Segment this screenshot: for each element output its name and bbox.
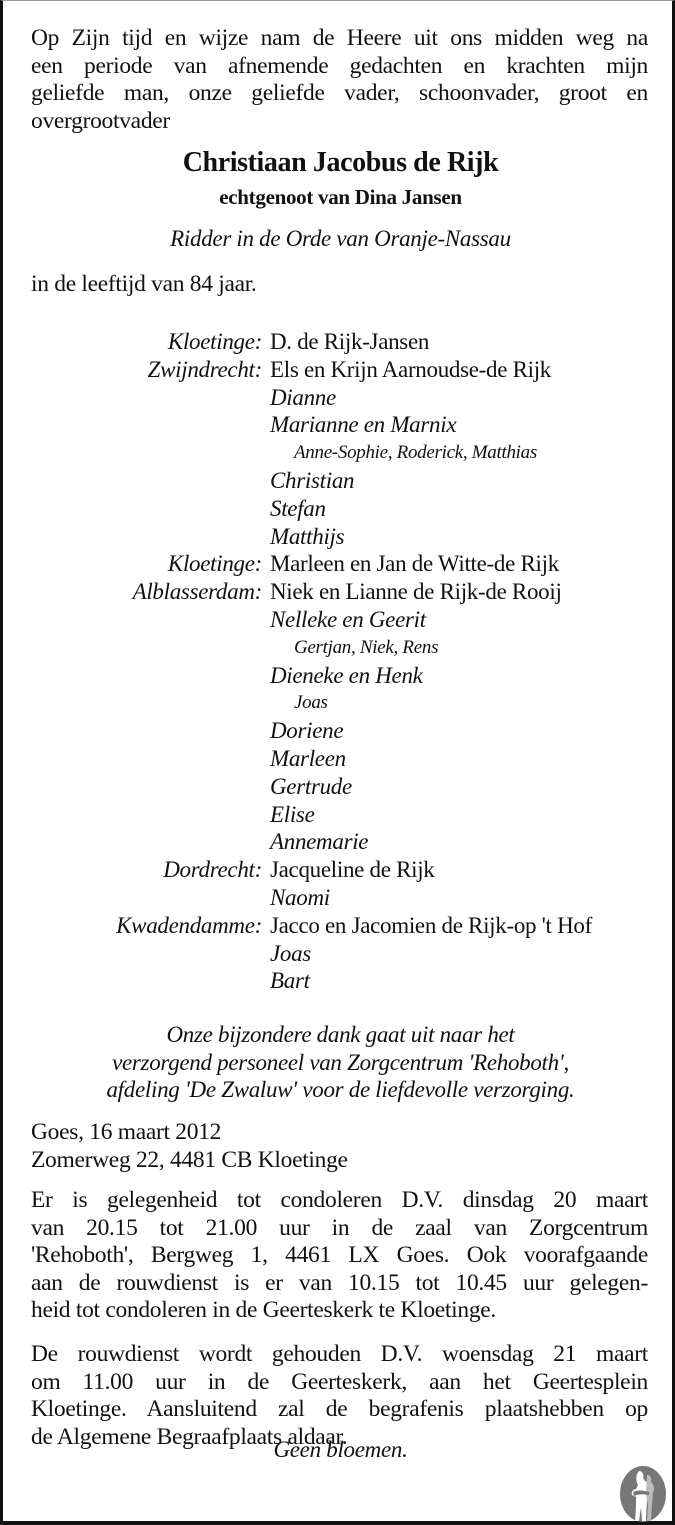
service-line: Kloetinge. Aansluitend zal de begrafenis plaatshebben op: [31, 1396, 648, 1422]
intro-line: geliefde man, onze geliefde vader, schoonvader, groot en: [31, 80, 648, 106]
family-row: [3, 328, 675, 356]
age-line: in de leeftijd van 84 jaar.: [31, 271, 257, 297]
family-row: [3, 745, 675, 773]
thanks-line: afdeling 'De Zwaluw' voor de liefdevolle verzorging.: [106, 1077, 575, 1102]
family-row: [3, 439, 675, 467]
family-name: Marleen en Jan de Witte-de Rijk: [270, 551, 559, 577]
family-name: Stefan: [270, 495, 326, 521]
family-name: Jacco en Jacomien de Rijk-op 't Hof: [270, 912, 592, 938]
street-address: Zomerweg 22, 4481 CB Kloetinge: [31, 1146, 348, 1173]
family-name: Nelleke en Geerit: [270, 606, 426, 632]
family-row: [3, 801, 675, 829]
intro-paragraph: [31, 25, 648, 135]
family-row: [3, 384, 675, 412]
family-place: Kloetinge:: [167, 551, 262, 577]
family-name: Els en Krijn Aarnoudse-de Rijk: [270, 356, 552, 382]
family-row: [3, 495, 675, 523]
family-row: [3, 828, 675, 856]
condolence-line: aan de rouwdienst is er van 10.15 tot 10.45 uur gelegen-: [31, 1269, 648, 1296]
family-row: [3, 523, 675, 551]
service-line: de Algemene Begraafplaats aldaar.: [31, 1423, 348, 1450]
family-name: Doriene: [270, 718, 344, 744]
family-row: [3, 717, 675, 745]
family-name: Marleen: [270, 745, 346, 771]
family-row: [3, 884, 675, 912]
family-name: Dianne: [270, 384, 336, 410]
family-row: [3, 550, 675, 578]
condolence-line: 'Rehoboth', Bergweg 1, 4461 LX Goes. Ook voorafgaande: [31, 1242, 648, 1268]
family-row: [3, 856, 675, 884]
family-row: [3, 773, 675, 801]
service-line: De rouwdienst wordt gehouden D.V. woensdag 21 maart: [31, 1341, 648, 1367]
condolence-paragraph: [31, 1187, 648, 1325]
thanks-line: Onze bijzondere dank gaat uit naar het: [166, 1022, 515, 1047]
condolence-line: heid tot condoleren in de Geerteskerk te Kloetinge.: [31, 1297, 496, 1323]
grandchildren-names: Gertjan, Niek, Rens: [294, 636, 439, 658]
family-name: Elise: [270, 801, 315, 827]
honor-title: Ridder in de Orde van Oranje-Nassau: [170, 226, 511, 251]
condolence-line: van 20.15 tot 21.00 uur in de zaal van Zorgcentrum: [31, 1214, 648, 1241]
family-name: D. de Rijk-Jansen: [270, 329, 430, 354]
no-flowers-note: Geen bloemen.: [273, 1437, 408, 1462]
family-name: Bart: [270, 968, 310, 994]
family-row: [3, 940, 675, 968]
intro-line: een periode van afnemende gedachten en krachten mijn: [31, 52, 648, 79]
grandchildren-names: Anne-Sophie, Roderick, Matthias: [294, 442, 537, 464]
family-row: [3, 662, 675, 690]
family-name: Annemarie: [270, 829, 369, 855]
family-name: Joas: [270, 940, 311, 966]
family-row: [3, 578, 675, 606]
family-place: Zwijndrecht:: [147, 356, 262, 382]
place-date: Goes, 16 maart 2012: [31, 1119, 222, 1145]
thanks-paragraph: [3, 1021, 675, 1104]
deceased-name: Christiaan Jacobus de Rijk: [182, 147, 499, 178]
family-row: [3, 912, 675, 940]
family-name: Gertrude: [270, 773, 352, 799]
family-place: Dordrecht:: [163, 857, 262, 883]
service-line: om 11.00 uur in de Geerteskerk, aan het Geertesplein: [31, 1368, 648, 1395]
spouse-line: echtgenoot van Dina Jansen: [219, 185, 462, 209]
grandchildren-names: Joas: [294, 692, 328, 714]
family-row: [3, 606, 675, 634]
family-row: [3, 689, 675, 717]
family-name: Christian: [270, 467, 355, 493]
family-name: Marianne en Marnix: [270, 412, 457, 438]
embracing-figures-icon: [619, 1465, 667, 1523]
family-place: Kwadendamme:: [116, 912, 262, 938]
thanks-line: verzorgend personeel van Zorgcentrum 'Rehoboth',: [112, 1049, 569, 1075]
condolence-line: Er is gelegenheid tot condoleren D.V. dinsdag 20 maart: [31, 1187, 648, 1213]
family-name: Matthijs: [270, 523, 345, 549]
family-place: Kloetinge:: [167, 329, 262, 354]
family-name: Niek en Lianne de Rijk-de Rooij: [270, 579, 562, 605]
family-list: [3, 328, 675, 995]
address-block: [31, 1119, 348, 1174]
family-row: [3, 411, 675, 439]
family-row: [3, 634, 675, 662]
family-row: [3, 356, 675, 384]
service-paragraph: [31, 1341, 648, 1451]
family-row: [3, 467, 675, 495]
intro-line: overgrootvader: [31, 107, 170, 134]
family-name: Jacqueline de Rijk: [270, 857, 435, 883]
family-name: Naomi: [270, 884, 330, 910]
family-row: [3, 967, 675, 995]
family-place: Alblasserdam:: [132, 579, 262, 605]
intro-line: Op Zijn tijd en wijze nam de Heere uit ons midden weg na: [31, 25, 648, 51]
family-name: Dieneke en Henk: [270, 662, 423, 688]
